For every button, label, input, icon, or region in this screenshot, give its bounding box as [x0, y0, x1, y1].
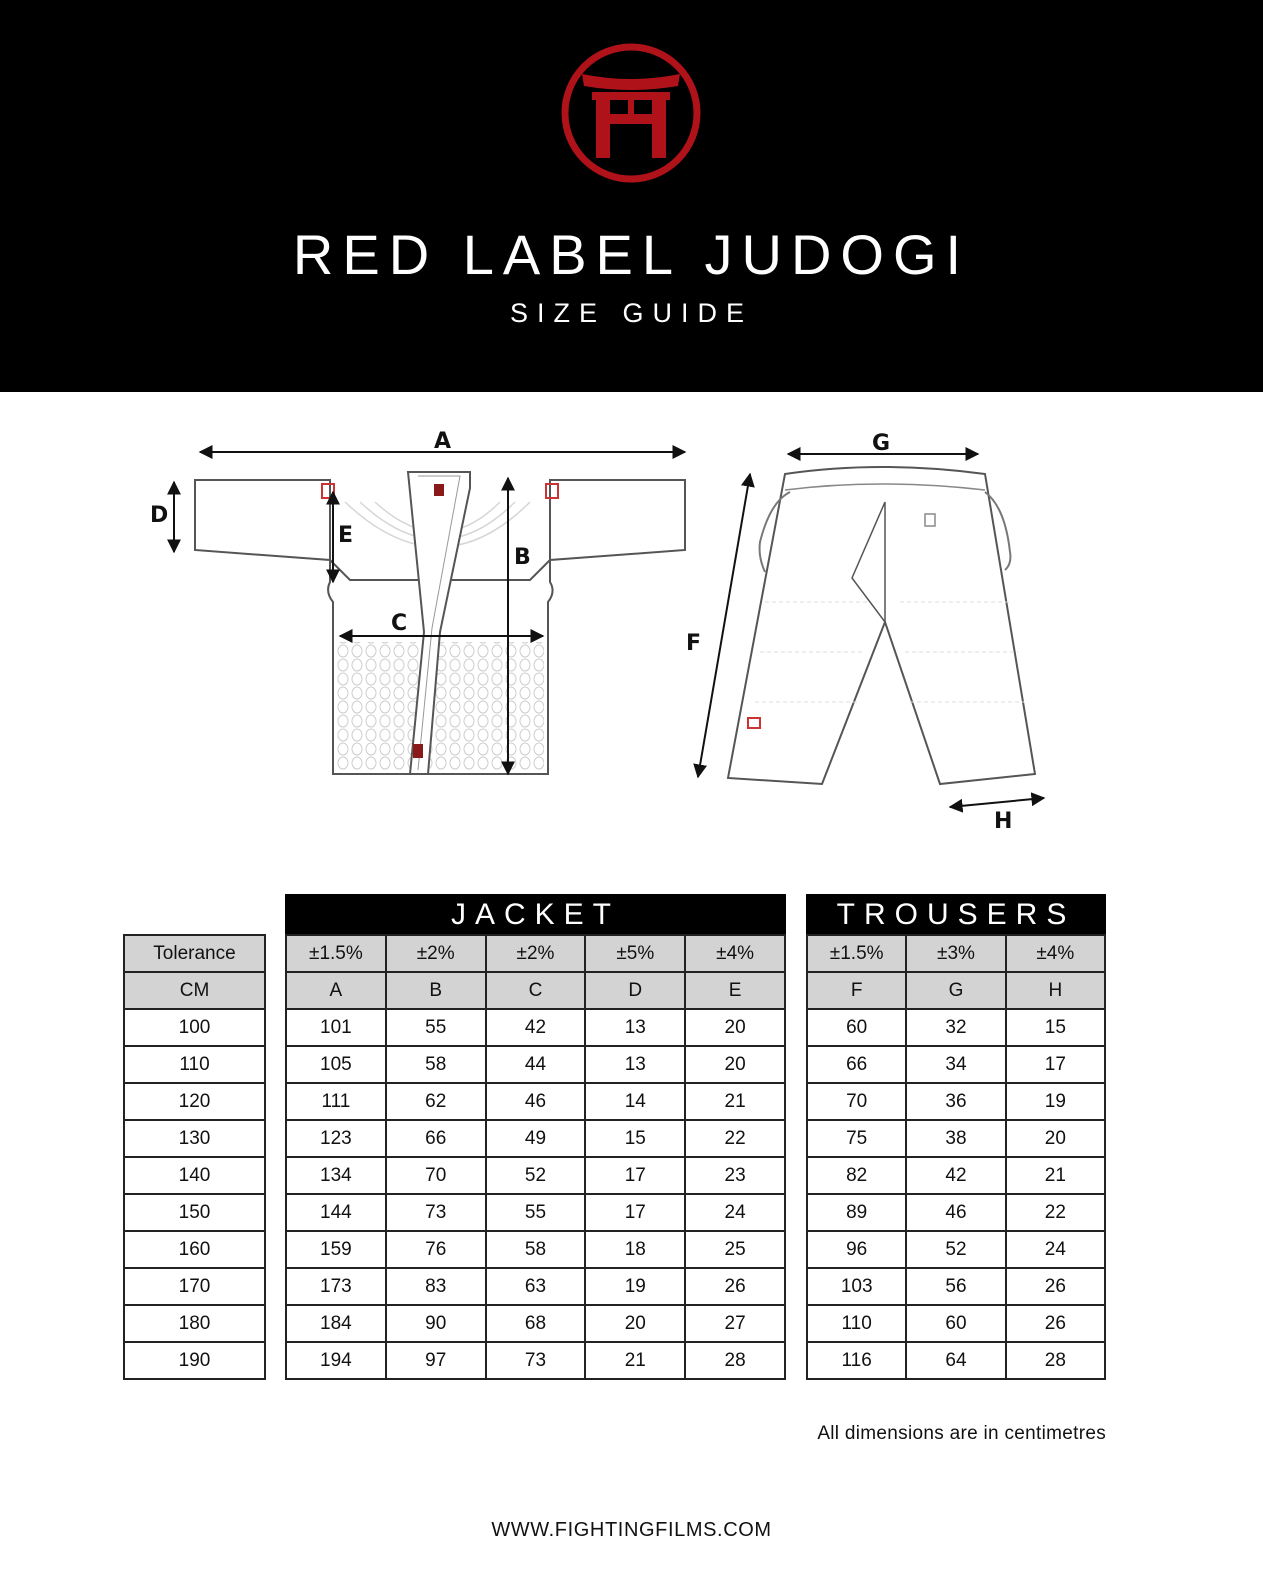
torii-logo-icon	[558, 40, 704, 186]
label-h: H	[994, 809, 1013, 834]
label-a: A	[434, 429, 452, 454]
trousers-header-cell: H	[1006, 972, 1105, 1009]
jacket-data-cell: 20	[685, 1009, 785, 1046]
jacket-data-cell: 42	[486, 1009, 586, 1046]
jacket-data-cell: 58	[386, 1046, 486, 1083]
size-row	[124, 1120, 265, 1157]
jacket-data-cell: 70	[386, 1157, 486, 1194]
size-cell: 160	[124, 1231, 265, 1268]
jacket-data-cell: 134	[286, 1157, 386, 1194]
trousers-table	[806, 934, 1106, 1380]
units-footnote: All dimensions are in centimetres	[817, 1423, 1106, 1444]
trousers-data-row	[807, 1342, 1105, 1379]
jacket-data-cell: 17	[585, 1194, 685, 1231]
jacket-data-cell: 21	[585, 1342, 685, 1379]
jacket-header-cell: C	[486, 972, 586, 1009]
trousers-diagram	[686, 431, 1044, 834]
size-cell: 120	[124, 1083, 265, 1120]
jacket-data-cell: 28	[685, 1342, 785, 1379]
jacket-data-cell: 101	[286, 1009, 386, 1046]
trousers-tolerance-cell: ±4%	[1006, 935, 1105, 972]
size-cell: 130	[124, 1120, 265, 1157]
jacket-data-cell: 20	[585, 1305, 685, 1342]
jacket-data-cell: 14	[585, 1083, 685, 1120]
label-d: D	[150, 503, 169, 528]
trousers-data-row	[807, 1046, 1105, 1083]
trousers-header-cell: G	[906, 972, 1005, 1009]
jacket-data-cell: 21	[685, 1083, 785, 1120]
jacket-tolerance-cell: ±2%	[386, 935, 486, 972]
jacket-data-cell: 66	[386, 1120, 486, 1157]
jacket-header-cell: B	[386, 972, 486, 1009]
jacket-data-cell: 46	[486, 1083, 586, 1120]
jacket-data-row	[286, 1046, 785, 1083]
trousers-data-cell: 20	[1006, 1120, 1105, 1157]
jacket-data-cell: 13	[585, 1009, 685, 1046]
trousers-data-row	[807, 1268, 1105, 1305]
trousers-data-cell: 36	[906, 1083, 1005, 1120]
jacket-data-row	[286, 1083, 785, 1120]
header-banner	[0, 0, 1263, 392]
size-row	[124, 1009, 265, 1046]
jacket-data-cell: 97	[386, 1342, 486, 1379]
trousers-data-row	[807, 1194, 1105, 1231]
trousers-tolerance-row	[807, 935, 1105, 972]
jacket-data-cell: 52	[486, 1157, 586, 1194]
jacket-data-row	[286, 1157, 785, 1194]
trousers-data-cell: 60	[906, 1305, 1005, 1342]
jacket-data-cell: 23	[685, 1157, 785, 1194]
jacket-header-cell: A	[286, 972, 386, 1009]
jacket-data-cell: 63	[486, 1268, 586, 1305]
jacket-data-cell: 173	[286, 1268, 386, 1305]
label-c: C	[391, 611, 408, 636]
size-cell: 150	[124, 1194, 265, 1231]
jacket-tolerance-cell: ±1.5%	[286, 935, 386, 972]
jacket-data-cell: 184	[286, 1305, 386, 1342]
jacket-data-cell: 19	[585, 1268, 685, 1305]
trousers-tolerance-cell: ±3%	[906, 935, 1005, 972]
trousers-data-cell: 110	[807, 1305, 906, 1342]
size-cell: 140	[124, 1157, 265, 1194]
trousers-data-cell: 75	[807, 1120, 906, 1157]
trousers-data-cell: 82	[807, 1157, 906, 1194]
trousers-data-cell: 52	[906, 1231, 1005, 1268]
trousers-data-cell: 70	[807, 1083, 906, 1120]
size-row	[124, 1268, 265, 1305]
trousers-data-cell: 28	[1006, 1342, 1105, 1379]
jacket-data-row	[286, 1268, 785, 1305]
label-b: B	[514, 545, 531, 570]
jacket-tolerance-cell: ±5%	[585, 935, 685, 972]
jacket-data-row	[286, 1231, 785, 1268]
jacket-table	[285, 934, 786, 1380]
jacket-data-cell: 73	[486, 1342, 586, 1379]
trousers-data-cell: 64	[906, 1342, 1005, 1379]
trousers-data-cell: 26	[1006, 1305, 1105, 1342]
jacket-data-row	[286, 1009, 785, 1046]
jacket-data-cell: 27	[685, 1305, 785, 1342]
size-row	[124, 1083, 265, 1120]
trousers-data-cell: 96	[807, 1231, 906, 1268]
trousers-data-cell: 21	[1006, 1157, 1105, 1194]
trousers-data-cell: 103	[807, 1268, 906, 1305]
jacket-data-cell: 144	[286, 1194, 386, 1231]
jacket-data-cell: 83	[386, 1268, 486, 1305]
trousers-data-cell: 26	[1006, 1268, 1105, 1305]
trousers-data-cell: 15	[1006, 1009, 1105, 1046]
jacket-data-cell: 76	[386, 1231, 486, 1268]
jacket-data-cell: 123	[286, 1120, 386, 1157]
size-cell: 190	[124, 1342, 265, 1379]
jacket-data-cell: 159	[286, 1231, 386, 1268]
label-e: E	[338, 523, 354, 548]
jacket-tolerance-cell: ±2%	[486, 935, 586, 972]
jacket-data-cell: 55	[486, 1194, 586, 1231]
trousers-data-cell: 56	[906, 1268, 1005, 1305]
trousers-data-cell: 19	[1006, 1083, 1105, 1120]
jacket-data-cell: 68	[486, 1305, 586, 1342]
page-subtitle: SIZE GUIDE	[509, 298, 754, 328]
trousers-data-cell: 60	[807, 1009, 906, 1046]
size-row	[124, 1194, 265, 1231]
label-g: G	[872, 431, 891, 456]
size-column-table	[123, 934, 266, 1380]
jacket-header-row	[286, 972, 785, 1009]
size-cell: 180	[124, 1305, 265, 1342]
trousers-data-row	[807, 1157, 1105, 1194]
trousers-data-cell: 24	[1006, 1231, 1105, 1268]
jacket-data-cell: 90	[386, 1305, 486, 1342]
jacket-data-cell: 58	[486, 1231, 586, 1268]
size-cell: 110	[124, 1046, 265, 1083]
size-row	[124, 1305, 265, 1342]
jacket-data-cell: 20	[685, 1046, 785, 1083]
trousers-data-cell: 38	[906, 1120, 1005, 1157]
jacket-data-cell: 24	[685, 1194, 785, 1231]
trousers-data-cell: 34	[906, 1046, 1005, 1083]
jacket-tolerance-cell: ±4%	[685, 935, 785, 972]
trousers-tolerance-cell: ±1.5%	[807, 935, 906, 972]
jacket-diagram	[150, 429, 685, 774]
jacket-data-row	[286, 1194, 785, 1231]
trousers-data-row	[807, 1231, 1105, 1268]
jacket-data-cell: 105	[286, 1046, 386, 1083]
trousers-data-row	[807, 1009, 1105, 1046]
trousers-data-row	[807, 1120, 1105, 1157]
trousers-data-cell: 66	[807, 1046, 906, 1083]
trousers-data-row	[807, 1083, 1105, 1120]
jacket-data-cell: 44	[486, 1046, 586, 1083]
jacket-data-cell: 111	[286, 1083, 386, 1120]
jacket-title: JACKET	[285, 894, 786, 934]
trousers-data-cell: 89	[807, 1194, 906, 1231]
trousers-data-cell: 42	[906, 1157, 1005, 1194]
label-f: F	[686, 631, 702, 656]
jacket-data-cell: 73	[386, 1194, 486, 1231]
jacket-data-cell: 17	[585, 1157, 685, 1194]
trousers-header-cell: F	[807, 972, 906, 1009]
jacket-data-row	[286, 1305, 785, 1342]
trousers-header-row	[807, 972, 1105, 1009]
jacket-data-cell: 26	[685, 1268, 785, 1305]
trousers-data-cell: 17	[1006, 1046, 1105, 1083]
jacket-data-cell: 194	[286, 1342, 386, 1379]
jacket-data-cell: 49	[486, 1120, 586, 1157]
jacket-data-cell: 25	[685, 1231, 785, 1268]
jacket-data-row	[286, 1120, 785, 1157]
website-url: WWW.FIGHTINGFILMS.COM	[491, 1519, 772, 1541]
trousers-title: TROUSERS	[806, 894, 1106, 934]
jacket-data-cell: 55	[386, 1009, 486, 1046]
trousers-data-cell: 32	[906, 1009, 1005, 1046]
size-cell: 170	[124, 1268, 265, 1305]
tolerance-label: Tolerance	[124, 935, 265, 972]
jacket-data-cell: 13	[585, 1046, 685, 1083]
trousers-data-row	[807, 1305, 1105, 1342]
size-row	[124, 1157, 265, 1194]
jacket-header-cell: E	[685, 972, 785, 1009]
size-row	[124, 1342, 265, 1379]
page-title: RED LABEL JUDOGI	[292, 223, 971, 286]
size-row	[124, 1231, 265, 1268]
unit-label: CM	[124, 972, 265, 1009]
jacket-data-cell: 62	[386, 1083, 486, 1120]
jacket-data-cell: 18	[585, 1231, 685, 1268]
trousers-data-cell: 22	[1006, 1194, 1105, 1231]
jacket-data-cell: 22	[685, 1120, 785, 1157]
size-row	[124, 1046, 265, 1083]
jacket-header-cell: D	[585, 972, 685, 1009]
measurement-diagrams	[0, 392, 1263, 852]
size-cell: 100	[124, 1009, 265, 1046]
trousers-data-cell: 46	[906, 1194, 1005, 1231]
jacket-data-row	[286, 1342, 785, 1379]
jacket-tolerance-row	[286, 935, 785, 972]
trousers-data-cell: 116	[807, 1342, 906, 1379]
jacket-data-cell: 15	[585, 1120, 685, 1157]
